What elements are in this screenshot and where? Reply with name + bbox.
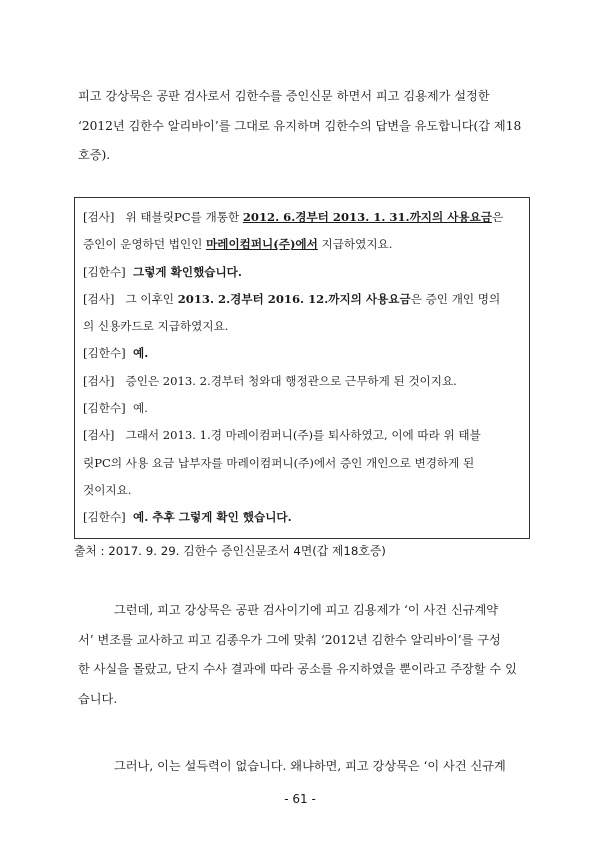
speaker-label: [김한수]	[83, 401, 126, 416]
line-text: 그 이후인	[125, 291, 178, 306]
text-line: ‘2012년 김한수 알리바이’를 그대로 유지하며 김한수의 답변을 유도합니다(갑 제18	[78, 118, 522, 133]
text-line: 그런데, 피고 강상묵은 공판 검사이기에 피고 김용제가 ‘이 사건 신규계약	[114, 603, 499, 617]
line-text: 그래서 2013. 1.경 마레이컴퍼니(주)를 퇴사하였고, 이에 따라 위 태블	[125, 428, 481, 443]
line-text: 것이지요.	[83, 482, 132, 497]
line-text: 은	[492, 210, 504, 224]
transcript-line	[83, 450, 521, 477]
text-line: 습니다.	[78, 691, 118, 706]
transcript-line	[83, 504, 521, 531]
transcript-line	[83, 204, 521, 231]
speaker-label: [검사]	[83, 428, 115, 443]
emphasis-text: 예.	[133, 346, 149, 361]
speaker-label: [검사]	[83, 210, 115, 224]
transcript-line	[83, 231, 521, 258]
intro-paragraph	[78, 82, 528, 171]
transcript-line	[83, 286, 521, 313]
speaker-label: [검사]	[83, 373, 115, 388]
emphasis-text: 2013. 2.경부터 2016. 12.까지의 사용요금	[177, 291, 411, 306]
text-line: 서’ 변조를 교사하고 피고 김종우가 그에 맞춰 ‘2012년 김한수 알리바이’를 구성	[78, 632, 501, 647]
transcript-line	[83, 313, 521, 340]
emphasis-text: 예. 추후 그렇게 확인 했습니다.	[133, 510, 292, 525]
line-text: 증인은 2013. 2.경부터 청와대 행정관으로 근무하게 된 것이지요.	[125, 373, 457, 388]
transcript-box	[74, 197, 530, 539]
transcript-line	[83, 259, 521, 286]
line-text: 위 태블릿PC를 개통한	[125, 210, 243, 224]
body-paragraph	[78, 596, 528, 714]
text-line: 그러나, 이는 설득력이 없습니다. 왜냐하면, 피고 강상묵은 ‘이 사건 신규계	[114, 759, 506, 773]
text-line: 호증).	[78, 148, 111, 162]
transcript-line	[83, 395, 521, 422]
transcript-line	[83, 477, 521, 504]
line-text: 릿PC의 사용 요금 납부자를 마레이컴퍼니(주)에서 증인 개인으로 변경하게 된	[83, 455, 475, 470]
speaker-label: [김한수]	[83, 510, 126, 525]
line-text: 지급하였지요.	[317, 237, 393, 252]
line-text: 증인이 운영하던 법인인	[83, 237, 207, 252]
transcript-line	[83, 368, 521, 395]
transcript-line	[83, 340, 521, 367]
speaker-label: [김한수]	[83, 346, 126, 361]
speaker-label: [김한수]	[83, 264, 126, 279]
emphasis-text: 2012. 6.경부터 2013. 1. 31.까지의 사용요금	[242, 210, 493, 224]
source-caption: 출처 : 2017. 9. 29. 김한수 증인신문조서 4면(갑 제18호증)	[74, 544, 386, 558]
speaker-label: [검사]	[83, 291, 115, 306]
text-line: 피고 강상묵은 공판 검사로서 김한수를 증인신문 하면서 피고 김용제가 설정한	[78, 89, 490, 103]
body-paragraph	[78, 752, 528, 782]
emphasis-text: 그렇게 확인했습니다.	[133, 264, 242, 279]
line-text: 예.	[133, 401, 148, 416]
text-line: 한 사실을 몰랐고, 단지 수사 결과에 따라 공소를 유지하였을 뿐이라고 주장할 수 있	[78, 662, 517, 676]
emphasis-text: 마레이컴퍼니(주)에서	[206, 237, 318, 252]
page-number: - 61 -	[284, 792, 316, 806]
line-text: 의 신용카드로 지급하였지요.	[83, 319, 229, 334]
transcript-line	[83, 422, 521, 449]
line-text: 은 증인 개인 명의	[410, 291, 501, 306]
